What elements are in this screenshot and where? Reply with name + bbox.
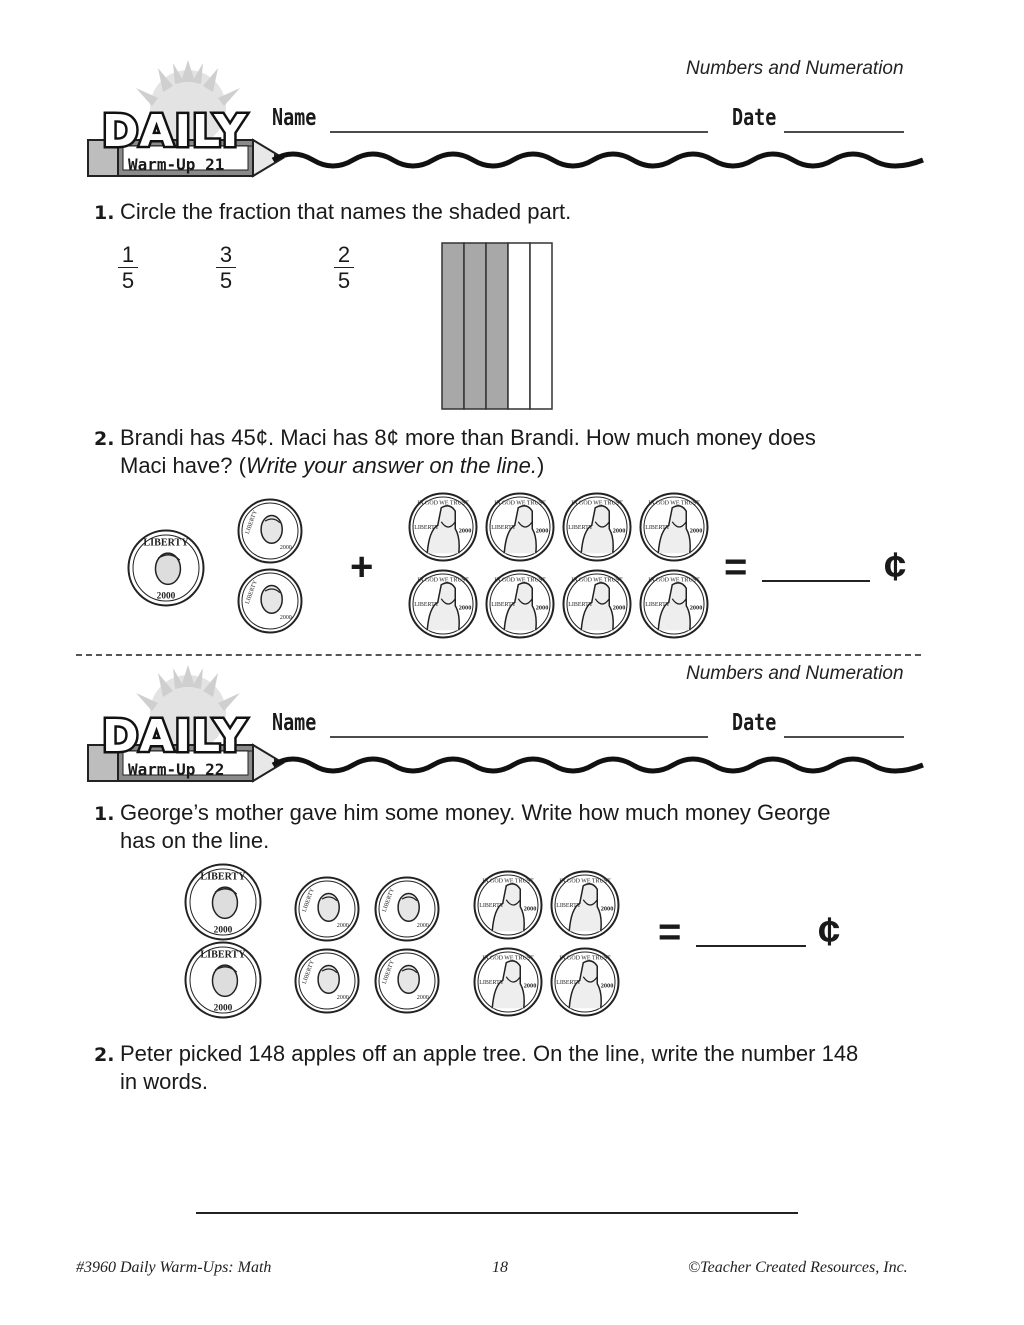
question-number: 1. (94, 803, 115, 825)
svg-text:LIBERTY: LIBERTY (244, 579, 259, 605)
badge-subtitle: Warm-Up 22 (128, 760, 225, 779)
penny-coin-icon (473, 870, 543, 945)
cent-sign: ¢ (884, 545, 907, 589)
svg-text:LIBERTY: LIBERTY (556, 979, 582, 986)
svg-text:2000: 2000 (523, 982, 537, 990)
dime-coin-icon (374, 876, 440, 947)
fraction-choice[interactable]: $\frac{3}{5}$ (216, 244, 236, 292)
penny-coin-icon (473, 947, 543, 1022)
svg-text:LIBERTY: LIBERTY (568, 601, 594, 608)
svg-text:LIBERTY: LIBERTY (301, 959, 316, 985)
cent-sign: ¢ (818, 910, 841, 954)
svg-text:IN GOD WE TRUST: IN GOD WE TRUST (417, 500, 469, 507)
svg-text:2000: 2000 (336, 923, 349, 930)
svg-text:2000: 2000 (689, 527, 703, 535)
svg-text:IN GOD WE TRUST: IN GOD WE TRUST (494, 500, 546, 507)
question-text: Circle the fraction that names the shaded part. (120, 199, 572, 224)
question-text: George’s mother gave him some money. Write how much money George (120, 800, 831, 825)
name-label: Name (272, 710, 317, 736)
penny-coin-icon (639, 569, 709, 644)
dime-coin-icon (237, 498, 303, 569)
svg-text:LIBERTY: LIBERTY (381, 959, 396, 985)
answer-line[interactable] (696, 925, 806, 947)
penny-coin-icon (408, 569, 478, 644)
penny-coin-icon (562, 492, 632, 567)
svg-text:2000: 2000 (213, 925, 233, 936)
penny-coin-icon (485, 492, 555, 567)
svg-text:2000: 2000 (336, 995, 349, 1002)
dime-coin-icon (374, 948, 440, 1019)
dime-coin-icon (294, 876, 360, 947)
svg-text:2000: 2000 (416, 923, 429, 930)
svg-text:LIBERTY: LIBERTY (414, 601, 440, 608)
svg-text:LIBERTY: LIBERTY (491, 601, 517, 608)
question-text-line2: has on the line. (120, 828, 270, 853)
question-text-line2: Maci have? (Write your answer on the line.) (120, 453, 545, 478)
footer-left: #3960 Daily Warm-Ups: Math (76, 1259, 272, 1276)
svg-text:LIBERTY: LIBERTY (479, 979, 505, 986)
penny-coin-icon (408, 492, 478, 567)
section-topic: Numbers and Numeration (686, 58, 904, 79)
quarter-coin-icon (184, 941, 262, 1024)
svg-text:2000: 2000 (600, 905, 614, 913)
strip-part-shaded (486, 243, 508, 409)
dime-coin-icon (237, 568, 303, 639)
svg-text:IN GOD WE TRUST: IN GOD WE TRUST (648, 500, 700, 507)
badge-subtitle: Warm-Up 21 (128, 155, 225, 174)
svg-text:2000: 2000 (279, 615, 292, 622)
svg-text:IN GOD WE TRUST: IN GOD WE TRUST (559, 955, 611, 962)
fraction-strip (441, 242, 553, 410)
svg-text:2000: 2000 (689, 604, 703, 612)
footer-right: ©Teacher Created Resources, Inc. (688, 1259, 908, 1276)
penny-coin-icon (562, 569, 632, 644)
question-number: 1. (94, 202, 115, 224)
fraction-choice[interactable]: $\frac{2}{5}$ (334, 244, 354, 292)
penny-coin-icon (550, 947, 620, 1022)
svg-text:2000: 2000 (458, 527, 472, 535)
svg-text:2000: 2000 (458, 604, 472, 612)
name-label: Name (272, 105, 317, 131)
svg-text:2000: 2000 (612, 604, 626, 612)
question-text-line2: in words. (120, 1069, 209, 1094)
svg-text:LIBERTY: LIBERTY (143, 537, 189, 549)
svg-text:LIBERTY: LIBERTY (556, 902, 582, 909)
svg-text:LIBERTY: LIBERTY (479, 902, 505, 909)
strip-part-shaded (464, 243, 486, 409)
svg-text:2000: 2000 (600, 982, 614, 990)
answer-line[interactable] (196, 1212, 798, 1214)
strip-part-shaded (442, 243, 464, 409)
strip-part-unshaded (508, 243, 530, 409)
quarter-coin-icon (127, 529, 205, 612)
plus-sign: + (350, 545, 374, 589)
date-label: Date (732, 105, 777, 131)
svg-text:IN GOD WE TRUST: IN GOD WE TRUST (482, 878, 534, 885)
strip-part-unshaded (530, 243, 552, 409)
svg-text:LIBERTY: LIBERTY (301, 887, 316, 913)
svg-text:LIBERTY: LIBERTY (200, 871, 246, 883)
dime-coin-icon (294, 948, 360, 1019)
svg-text:LIBERTY: LIBERTY (645, 601, 671, 608)
date-label: Date (732, 710, 777, 736)
badge-title: DAILY (102, 106, 247, 157)
svg-text:IN GOD WE TRUST: IN GOD WE TRUST (482, 955, 534, 962)
svg-text:LIBERTY: LIBERTY (381, 887, 396, 913)
svg-text:IN GOD WE TRUST: IN GOD WE TRUST (417, 577, 469, 584)
svg-text:2000: 2000 (535, 527, 549, 535)
penny-coin-icon (550, 870, 620, 945)
svg-text:LIBERTY: LIBERTY (568, 524, 594, 531)
svg-text:LIBERTY: LIBERTY (491, 524, 517, 531)
svg-text:IN GOD WE TRUST: IN GOD WE TRUST (559, 878, 611, 885)
svg-text:2000: 2000 (535, 604, 549, 612)
svg-text:LIBERTY: LIBERTY (645, 524, 671, 531)
equals-sign: = (658, 910, 682, 954)
svg-text:LIBERTY: LIBERTY (244, 509, 259, 535)
penny-coin-icon (485, 569, 555, 644)
badge-title: DAILY (102, 711, 247, 762)
question-number: 2. (94, 428, 115, 450)
penny-coin-icon (639, 492, 709, 567)
equals-sign: = (724, 545, 748, 589)
section-topic: Numbers and Numeration (686, 663, 904, 684)
svg-text:LIBERTY: LIBERTY (414, 524, 440, 531)
svg-text:IN GOD WE TRUST: IN GOD WE TRUST (494, 577, 546, 584)
svg-text:2000: 2000 (523, 905, 537, 913)
question-text: Brandi has 45¢. Maci has 8¢ more than Brandi. How much money does (120, 425, 816, 450)
svg-text:2000: 2000 (612, 527, 626, 535)
svg-text:2000: 2000 (156, 591, 176, 602)
svg-text:2000: 2000 (416, 995, 429, 1002)
fraction-choice[interactable]: $\frac{1}{5}$ (118, 244, 138, 292)
svg-text:IN GOD WE TRUST: IN GOD WE TRUST (571, 500, 623, 507)
svg-text:2000: 2000 (279, 545, 292, 552)
svg-text:LIBERTY: LIBERTY (200, 949, 246, 961)
cut-line-divider (76, 654, 921, 656)
question-number: 2. (94, 1044, 115, 1066)
answer-line[interactable] (762, 560, 870, 582)
svg-text:IN GOD WE TRUST: IN GOD WE TRUST (648, 577, 700, 584)
svg-text:2000: 2000 (213, 1003, 233, 1014)
quarter-coin-icon (184, 863, 262, 946)
svg-text:IN GOD WE TRUST: IN GOD WE TRUST (571, 577, 623, 584)
question-text: Peter picked 148 apples off an apple tree. On the line, write the number 148 (120, 1041, 859, 1066)
page-number: 18 (492, 1259, 508, 1276)
